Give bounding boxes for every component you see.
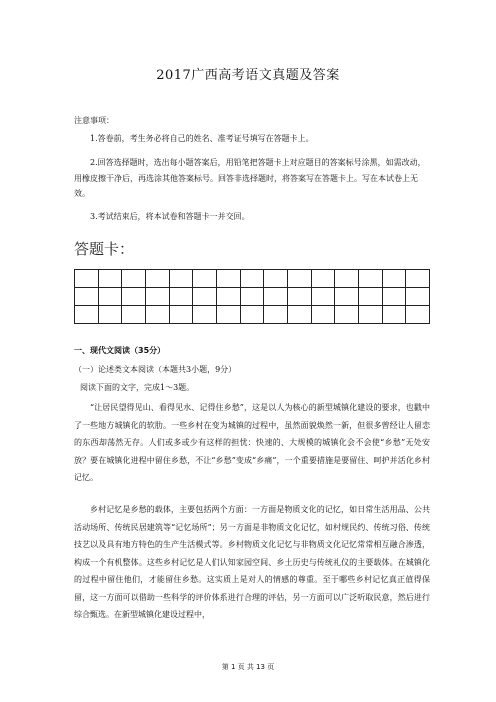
answer-card-cell [287,270,311,288]
answer-card-cell [216,270,240,288]
answer-card-cell [145,288,169,306]
answer-card-cell [264,270,288,288]
notice-item-2: 2.回答选择题时，选出每小题答案后，用铅笔把答题卡上对应题目的答案标号涂黑，如需改动，用橡皮擦干净后，再选涂其他答案标号。回答非选择题时，将答案写在答题卡上。写在本试卷上无效。 [74,158,426,198]
notice-item-3: 3.考试结束后，将本试卷和答题卡一并交回。 [90,212,250,221]
answer-card-grid [74,269,430,324]
answer-card-cell [75,270,99,288]
answer-card-cell [240,306,264,324]
section-subheading: （一）论述类文本阅读（本题共3小题，9分） [74,365,237,374]
answer-card-cell [216,306,240,324]
answer-card-cell [358,288,382,306]
answer-card-cell [335,288,359,306]
answer-card-cell [169,270,193,288]
answer-card-cell [287,288,311,306]
answer-card-cell [311,306,335,324]
answer-card-cell [382,270,406,288]
answer-card-cell [98,270,122,288]
answer-card-cell [193,306,217,324]
answer-card-cell [335,306,359,324]
answer-card-row [75,270,430,288]
answer-card-cell [311,270,335,288]
answer-card-cell [358,306,382,324]
answer-card-cell [193,270,217,288]
answer-card-cell [406,288,430,306]
notice-item-1: 1.答卷前，考生务必将自己的姓名、准考证号填写在答题卡上。 [90,134,314,143]
answer-card-cell [75,288,99,306]
notice-label: 注意事项： [74,116,114,125]
answer-card-cell [193,288,217,306]
passage-paragraph-1: “让居民望得见山、看得见水、记得住乡愁”，这是以人为核心的新型城镇化建设的要求，也戳中了一些地方城镇化的软肋。一些乡村在变为城镇的过程中，虽然面貌焕然一新，但很多曾经让人留恋的东西却荡然无存。人们或多或少有这样的担忧：快速的、大规模的城镇化会不会使“乡愁”无处安放？要在城镇化进程中留住乡愁，不让“乡愁”变成“乡痛”，一个重要措施是要留住、呵护并活化乡村记忆。 [74,403,430,482]
answer-card-cell [98,306,122,324]
answer-card-cell [122,288,146,306]
reading-instruction: 阅读下面的文字，完成1～3题。 [80,383,195,392]
answer-card-cell [122,270,146,288]
answer-card-row [75,288,430,306]
answer-card-cell [335,270,359,288]
answer-card-cell [75,306,99,324]
answer-card-cell [122,306,146,324]
answer-card-cell [169,288,193,306]
page-footer: 第 1 页 共 13 页 [221,663,275,671]
passage-paragraph-2: 乡村记忆是乡愁的载体，主要包括两个方面：一方面是物质文化的记忆，如日常生活用品、公共活动场所、传统民居建筑等“记忆场所”；另一方面是非物质文化记忆，如村规民约、传统习俗、传统技艺以及具有地方特色的生产生活模式等。乡村物质文化记忆与非物质文化记忆常常相互融合渗透，构成一个有机整体。这些乡村记忆是人们认知家园空间、乡土历史与传统礼仪的主要载体。在城镇化的过程中留住他们，才能留住乡愁。这实质上是对人的情感的尊重。至于哪些乡村记忆真正值得保留，这一方面可以借助一些科学的评价体系进行合理的评估，另一方面可以广泛听取民意，然后进行综合甄选。在新型城镇化建设过程中， [74,505,430,619]
answer-card-cell [240,270,264,288]
answer-card-cell [406,306,430,324]
answer-card-cell [169,306,193,324]
answer-card-cell [145,270,169,288]
answer-card-cell [264,288,288,306]
answer-card-cell [358,270,382,288]
answer-card-cell [311,288,335,306]
answer-card-row [75,306,430,324]
section-heading: 一、现代文阅读（35分） [74,346,166,355]
answer-card-cell [287,306,311,324]
answer-card-cell [98,288,122,306]
answer-card-cell [264,306,288,324]
document-title: 2017广西高考语文真题及答案 [156,68,340,83]
answer-card-cell [145,306,169,324]
answer-card-cell [240,288,264,306]
answer-card-cell [406,270,430,288]
answer-card-cell [382,306,406,324]
answer-card-label: 答题卡： [74,240,135,258]
answer-card-cell [216,288,240,306]
answer-card-cell [382,288,406,306]
